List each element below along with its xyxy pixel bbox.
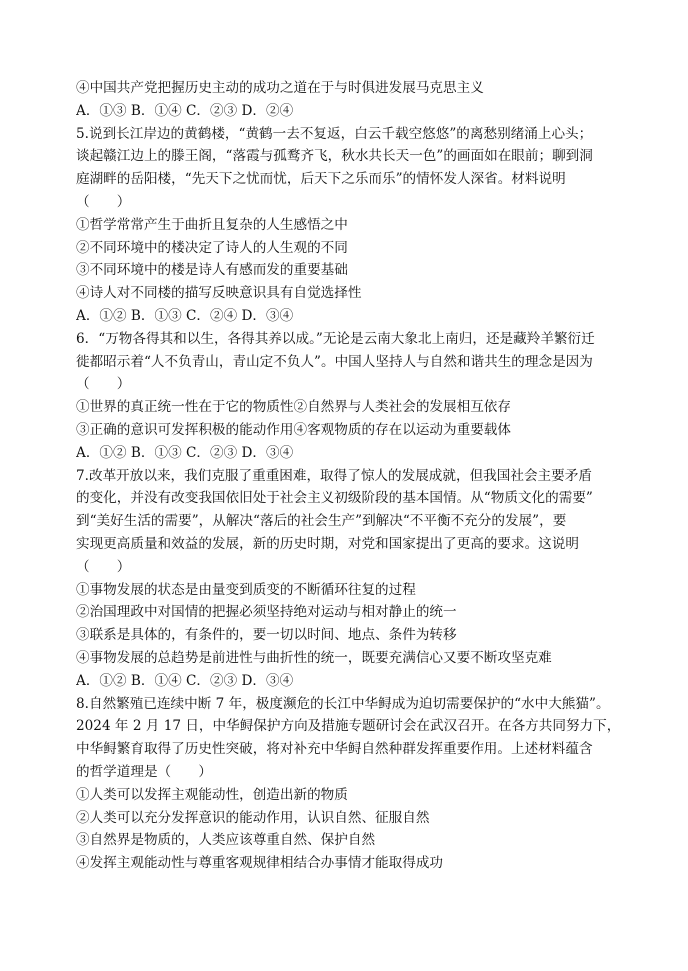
q4-option-4: ④中国共产党把握历史主动的成功之道在于与时俱进发展马克思主义	[76, 80, 484, 96]
q5-option-3: ③不同环境中的楼是诗人有感而发的重要基础	[76, 262, 348, 279]
q8-stem-line-2: 2024 年 2 月 17 日，中华鲟保护方向及措施专题研讨会在武汉召开。在各方共同努力下，	[76, 718, 621, 735]
q6-options-1-2: ①世界的真正统一性在于它的物质性②自然界与人类社会的发展相互依存	[76, 399, 511, 416]
q7-stem-line-3: 到“美好生活的需要”，从解决“落后的社会生产”到解决“不平衡不充分的发展”，要	[76, 513, 567, 530]
q5-answer-blank: （ ）	[76, 193, 131, 210]
q7-option-2: ②治国理政中对国情的把握必须坚持绝对运动与相对静止的统一	[76, 604, 457, 621]
q8-option-1: ①人类可以发挥主观能动性，创造出新的物质	[76, 786, 348, 803]
q7-stem-line-2: 的变化，并没有改变我国依旧处于社会主义初级阶段的基本国情。从“物质文化的需要”	[76, 490, 593, 507]
q5-option-1: ①哲学常常产生于曲折且复杂的人生感悟之中	[76, 216, 348, 233]
q6-answer-blank: （ ）	[76, 376, 131, 393]
q7-stem-line-4: 实现更高质量和效益的发展，新的历史时期，对党和国家提出了更高的要求。这说明	[76, 535, 579, 552]
q7-option-4: ④事物发展的总趋势是前进性与曲折性的统一，既要充满信心又要不断攻坚克难	[76, 649, 552, 666]
q5-option-2: ②不同环境中的楼决定了诗人的人生观的不同	[76, 239, 348, 256]
q7-option-1: ①事物发展的状态是由量变到质变的不断循环往复的过程	[76, 581, 416, 598]
q4-answer-choices: A．①③ B．①④ C．②③ D．②④	[76, 102, 294, 119]
q7-answer-blank: （ ）	[76, 558, 131, 575]
q5-answer-choices: A．①② B．①③ C．②④ D．③④	[76, 307, 294, 324]
q7-option-3: ③联系是具体的，有条件的，要一切以时间、地点、条件为转移	[76, 627, 457, 644]
q7-stem-line-1: 7.改革开放以来，我们克服了重重困难，取得了惊人的发展成就，但我国社会主要矛盾	[76, 467, 592, 484]
document-page	[76, 77, 636, 875]
q6-stem-line-2: 徙都昭示着“人不负青山，青山定不负人”。中国人坚持人与自然和谐共生的理念是因为	[76, 353, 593, 370]
q8-stem-line-1: 8.自然繁殖已连续中断 7 年，极度濒危的长江中华鲟成为迫切需要保护的“水中大熊猫”。	[76, 695, 610, 712]
q6-options-3-4: ③正确的意识可发挥积极的能动作用④客观物质的存在以运动为重要载体	[76, 421, 511, 438]
q7-answer-choices: A．①② B．①④ C．②③ D．③④	[76, 672, 294, 689]
q5-stem-line-3: 庭湖畔的岳阳楼，“先天下之忧而忧，后天下之乐而乐”的情怀发人深省。材料说明	[76, 171, 566, 188]
q8-stem-line-4: 的哲学道理是（ ）	[76, 763, 212, 780]
q6-answer-choices: A．①② B．①③ C．②③ D．③④	[76, 444, 294, 461]
q8-option-2: ②人类可以充分发挥意识的能动作用，认识自然、征服自然	[76, 809, 430, 826]
q5-stem-line-2: 谈起赣江边上的滕王阁，“落霞与孤鹜齐飞，秋水共长天一色”的画面如在眼前；聊到洞	[76, 148, 593, 165]
q5-stem-line-1: 5.说到长江岸边的黄鹤楼，“黄鹤一去不复返，白云千载空悠悠”的离愁别绪涌上心头；	[76, 125, 593, 142]
q8-stem-line-3: 中华鲟繁育取得了历史性突破，将对补充中华鲟自然种群发挥重要作用。上述材料蕴含	[76, 741, 593, 758]
q8-option-3: ③自然界是物质的，人类应该尊重自然、保护自然	[76, 832, 376, 849]
q8-option-4: ④发挥主观能动性与尊重客观规律相结合办事情才能取得成功	[76, 855, 444, 872]
q6-stem-line-1: 6．“万物各得其和以生，各得其养以成。”无论是云南大象北上南归，还是藏羚羊繁衍迁	[76, 330, 595, 347]
q5-option-4: ④诗人对不同楼的描写反映意识具有自觉选择性	[76, 285, 362, 302]
